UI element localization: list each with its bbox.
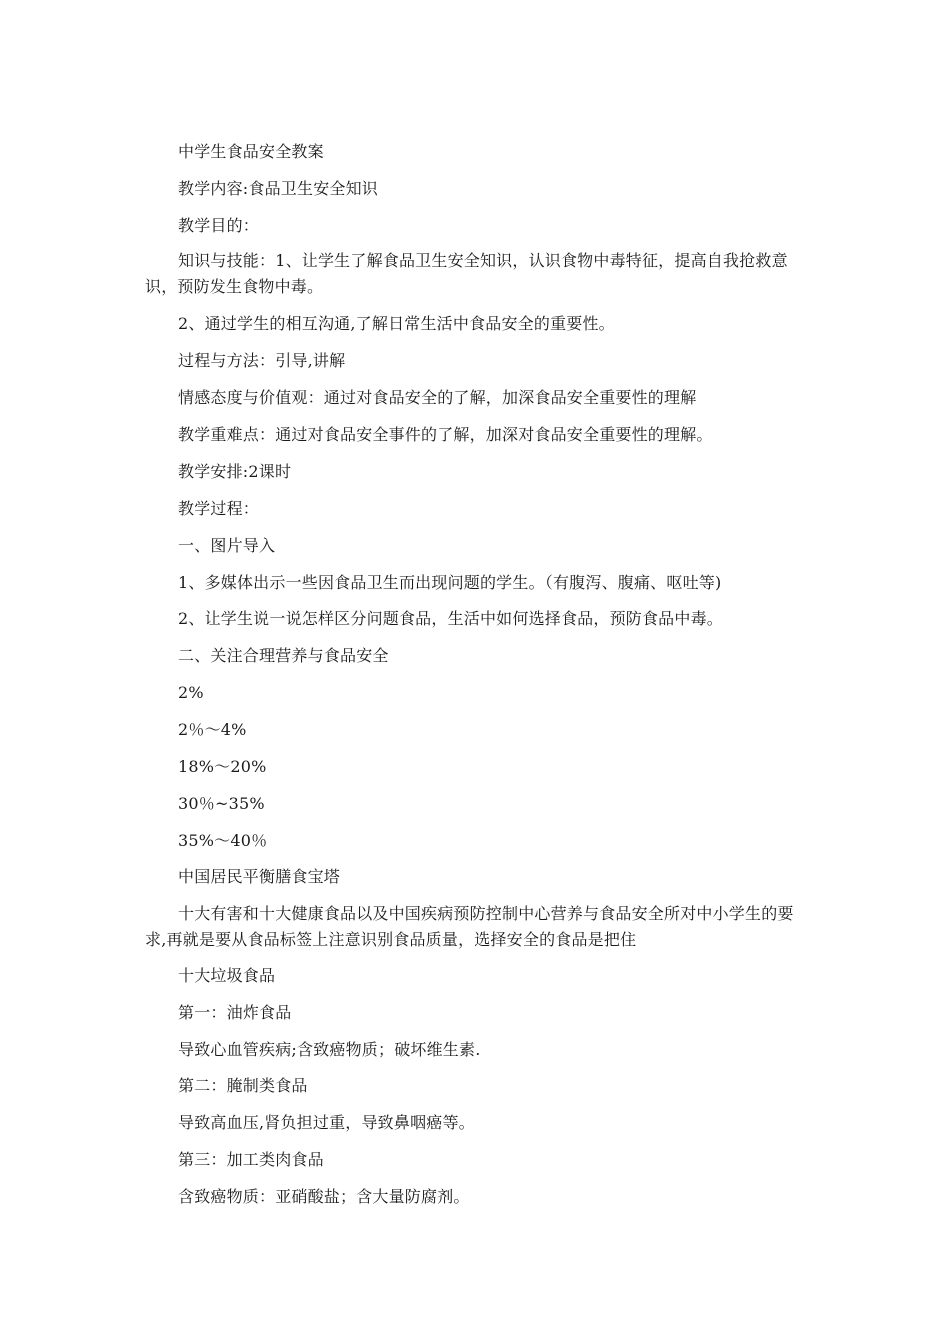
paragraph-communication: 2、通过学生的相互沟通,了解日常生活中食品安全的重要性。 bbox=[178, 314, 615, 333]
section-heading-picture-intro: 一、图片导入 bbox=[178, 536, 276, 555]
paragraph-ten-harmful-healthy: 十大有害和十大健康食品以及中国疾病预防控制中心营养与食品安全所对中小学生的要求,再就是要从食品标签上注意识别食品质量，选择安全的食品是把住 bbox=[145, 904, 794, 949]
item-processed-meat-effects: 含致癌物质：亚硝酸盐；含大量防腐剂。 bbox=[178, 1187, 470, 1206]
percent-line-1: 2% bbox=[178, 683, 204, 702]
paragraph-knowledge-skills: 知识与技能：1、让学生了解食品卫生安全知识，认识食物中毒特征，提高自我抢救意识，预防发生食物中毒。 bbox=[145, 251, 788, 296]
paragraph-student-discussion: 2、让学生说一说怎样区分问题食品，生活中如何选择食品，预防食品中毒。 bbox=[178, 609, 723, 628]
percent-line-5: 35%～40％ bbox=[178, 831, 268, 850]
paragraph-teaching-process: 教学过程： bbox=[178, 499, 260, 518]
item-pickled-food-effects: 导致高血压,肾负担过重，导致鼻咽癌等。 bbox=[178, 1113, 475, 1132]
percent-line-4: 30％~35% bbox=[178, 794, 265, 813]
item-pickled-food: 第二：腌制类食品 bbox=[178, 1076, 308, 1095]
paragraph-teaching-content: 教学内容:食品卫生安全知识 bbox=[178, 179, 378, 198]
paragraph-schedule: 教学安排:2课时 bbox=[178, 462, 292, 481]
section-heading-junk-food: 十大垃圾食品 bbox=[178, 966, 276, 985]
paragraph-process-method: 过程与方法：引导,讲解 bbox=[178, 351, 346, 370]
percent-line-3: 18%～20% bbox=[178, 757, 267, 776]
paragraph-multimedia: 1、多媒体出示一些因食品卫生而出现问题的学生。（有腹泻、腹痛、呕吐等) bbox=[178, 573, 722, 592]
document-title: 中学生食品安全教案 bbox=[178, 142, 324, 161]
paragraph-attitude-values: 情感态度与价值观：通过对食品安全的了解，加深食品安全重要性的理解 bbox=[178, 388, 697, 407]
paragraph-key-points: 教学重难点：通过对食品安全事件的了解，加深对食品安全重要性的理解。 bbox=[178, 425, 713, 444]
item-fried-food: 第一：油炸食品 bbox=[178, 1003, 292, 1022]
item-fried-food-effects: 导致心血管疾病;含致癌物质；破坏维生素. bbox=[178, 1040, 481, 1059]
paragraph-teaching-goals: 教学目的： bbox=[178, 216, 260, 235]
section-heading-nutrition: 二、关注合理营养与食品安全 bbox=[178, 646, 389, 665]
item-processed-meat: 第三：加工类肉食品 bbox=[178, 1150, 324, 1169]
paragraph-food-pagoda: 中国居民平衡膳食宝塔 bbox=[178, 867, 341, 886]
percent-line-2: 2％～4% bbox=[178, 720, 247, 739]
